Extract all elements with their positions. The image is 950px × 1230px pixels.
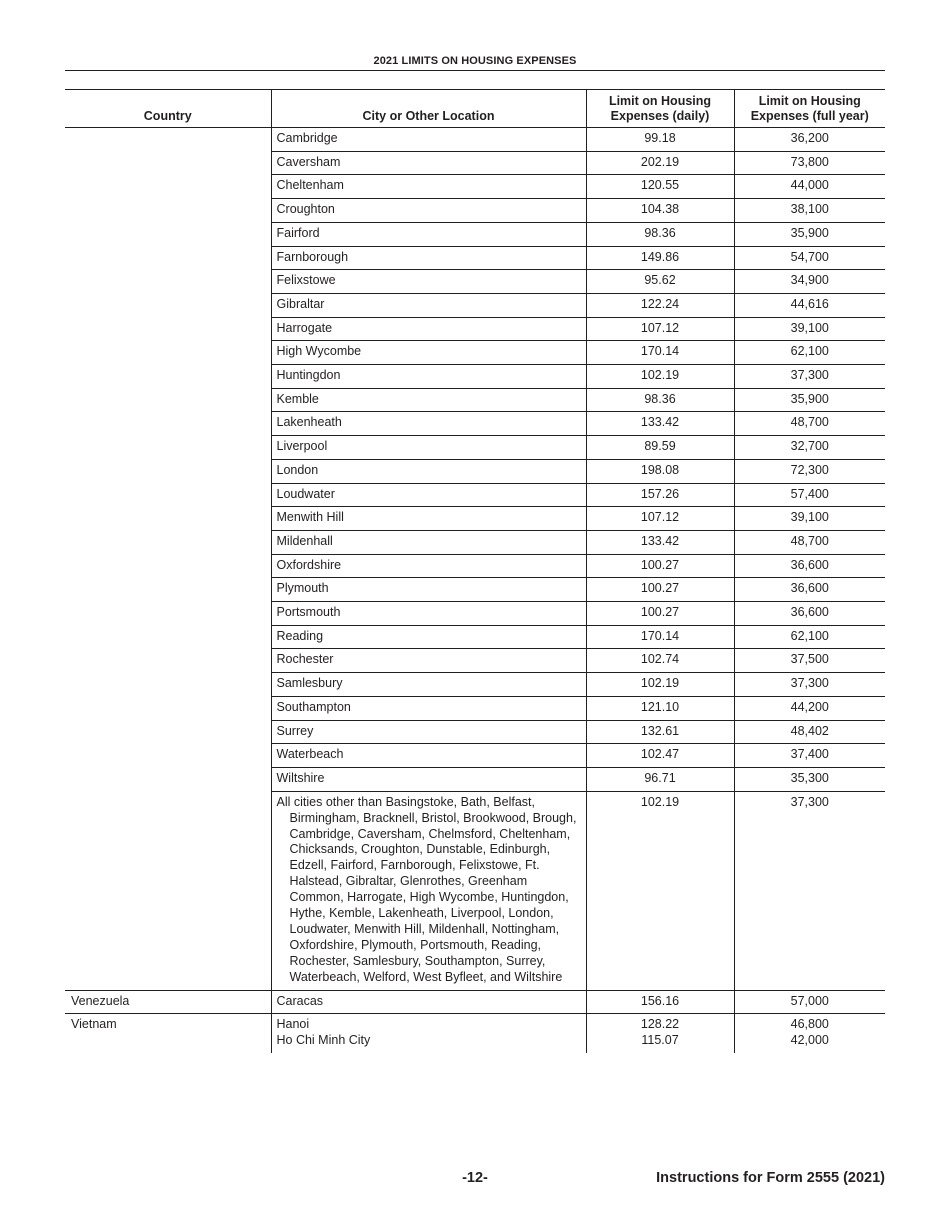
daily-cell: 102.74 [586,649,734,673]
country-cell [65,530,271,554]
city-cell: Wiltshire [271,767,586,791]
year-cell: 36,600 [734,602,885,626]
table-row [65,720,885,744]
country-cell: Vietnam [71,1017,117,1032]
city-cell: Huntingdon [271,365,586,389]
year-cell: 44,200 [734,696,885,720]
daily-cell: 100.27 [586,602,734,626]
daily-hanoi: 128.22 [640,1017,680,1032]
country-cell [65,412,271,436]
city-cell: Reading [271,625,586,649]
column-header-daily: Limit on Housing Expenses (daily) [586,90,734,128]
year-cell: 39,100 [734,507,885,531]
year-cell: 37,500 [734,649,885,673]
table-row [65,151,885,175]
year-cell: 39,100 [734,317,885,341]
country-cell [65,554,271,578]
daily-ho-chi-minh: 115.07 [641,1032,679,1047]
daily-cell: 102.19 [586,791,734,990]
daily-cell: 95.62 [586,270,734,294]
year-cell: 62,100 [734,625,885,649]
country-cell [65,696,271,720]
table-row [65,388,885,412]
table-header-row [65,90,885,128]
year-cell: 73,800 [734,151,885,175]
table-row [65,578,885,602]
country-cell [65,507,271,531]
table-row [65,696,885,720]
country-cell [65,270,271,294]
table-row [65,625,885,649]
year-cell: 44,616 [734,293,885,317]
table-row [65,175,885,199]
country-cell [65,767,271,791]
city-cell [271,791,586,990]
country-cell [65,720,271,744]
year-cell: 35,900 [734,388,885,412]
daily-cell: 100.27 [586,554,734,578]
country-cell [65,602,271,626]
city-cell: Samlesbury [271,673,586,697]
city-cell: Portsmouth [271,602,586,626]
daily-cell: 99.18 [586,128,734,152]
city-cell: Plymouth [271,578,586,602]
city-cell: Cheltenham [271,175,586,199]
country-cell [65,365,271,389]
uk-rows [65,128,885,792]
country-cell [65,388,271,412]
country-cell [65,625,271,649]
year-cell: 36,600 [734,554,885,578]
country-cell [65,128,271,152]
city-cell [271,1014,586,1053]
table-row [65,436,885,460]
year-cell: 48,402 [734,720,885,744]
table-row [65,649,885,673]
daily-cell: 170.14 [586,625,734,649]
city-ho-chi-minh: Ho Chi Minh City [276,1032,371,1047]
daily-cell: 98.36 [586,222,734,246]
table-row [65,128,885,152]
city-cell: Farnborough [271,246,586,270]
year-cell: 37,300 [734,791,885,990]
table-row-uk-other [65,791,885,990]
daily-cell: 89.59 [586,436,734,460]
city-cell: Lakenheath [271,412,586,436]
table-row [65,673,885,697]
city-cell: Kemble [271,388,586,412]
country-cell [65,317,271,341]
form-title-footer: Instructions for Form 2555 (2021) [656,1170,885,1186]
table-row [65,222,885,246]
year-cell [734,1014,885,1053]
city-cell: Caversham [271,151,586,175]
table-row [65,507,885,531]
country-cell [65,483,271,507]
country-cell [65,578,271,602]
country-cell [65,293,271,317]
year-cell: 57,000 [734,990,885,1014]
country-cell [65,246,271,270]
page-header-title: 2021 LIMITS ON HOUSING EXPENSES [373,55,577,67]
table-row [65,412,885,436]
daily-cell: 100.27 [586,578,734,602]
year-cell: 54,700 [734,246,885,270]
country-cell: Venezuela [65,990,271,1014]
table-row [65,199,885,223]
country-cell [65,199,271,223]
daily-cell: 102.19 [586,365,734,389]
daily-cell: 107.12 [586,317,734,341]
year-cell: 44,000 [734,175,885,199]
daily-cell: 102.19 [586,673,734,697]
daily-cell: 198.08 [586,459,734,483]
table-row [65,767,885,791]
daily-cell: 122.24 [586,293,734,317]
city-cell: Surrey [271,720,586,744]
city-cell: Menwith Hill [271,507,586,531]
year-cell: 48,700 [734,412,885,436]
table-row [65,459,885,483]
table-row [65,530,885,554]
city-cell: Oxfordshire [271,554,586,578]
daily-cell: 120.55 [586,175,734,199]
country-cell [65,175,271,199]
column-header-city: City or Other Location [271,90,586,128]
daily-cell: 121.10 [586,696,734,720]
city-cell: London [271,459,586,483]
daily-cell: 107.12 [586,507,734,531]
city-cell: High Wycombe [271,341,586,365]
daily-cell: 132.61 [586,720,734,744]
daily-cell: 102.47 [586,744,734,768]
year-cell: 37,300 [734,673,885,697]
city-cell: Croughton [271,199,586,223]
city-cell: Loudwater [271,483,586,507]
page-number: -12- [462,1170,488,1186]
table-row-vietnam [65,1014,885,1053]
country-cell [65,673,271,697]
column-header-year: Limit on Housing Expenses (full year) [734,90,885,128]
table-row [65,744,885,768]
year-cell: 62,100 [734,341,885,365]
year-cell: 35,900 [734,222,885,246]
year-cell: 37,300 [734,365,885,389]
table-row [65,602,885,626]
country-cell [65,151,271,175]
country-cell [65,649,271,673]
other-rows [65,791,885,1052]
country-cell [65,341,271,365]
daily-cell: 133.42 [586,530,734,554]
daily-cell: 149.86 [586,246,734,270]
city-cell: Liverpool [271,436,586,460]
table-row [65,365,885,389]
all-other-cities-text: All cities other than Basingstoke, Bath, Belfast, Birmingham, Bracknell, Bristol, Brookwood, Brough, Cambridge, Caversham, Chelmsford, Cheltenham, Chicksands, Croughton, Dunstable, Edinburgh, Edzell, Fairford, Farnborough, Felixstowe, Ft. Halstead, Gibraltar, Glenrothes, Greenham Common, Harrogate, High Wycombe, Huntingdon, Hythe, Kemble, Lakenheath, Liverpool, London, Loudwater, Menwith Hill, Mildenhall, Nottingham, Oxfordshire, Plymouth, Portsmouth, Reading, Rochester, Samlesbury, Southampton, Surrey, Waterbeach, Welford, West Byfleet, and Wiltshire [276,794,577,984]
table-row [65,246,885,270]
country-cell [65,222,271,246]
table-row [65,317,885,341]
daily-cell: 133.42 [586,412,734,436]
year-cell: 38,100 [734,199,885,223]
city-hanoi: Hanoi [276,1017,310,1032]
year-hanoi: 46,800 [790,1017,829,1032]
city-cell: Mildenhall [271,530,586,554]
table-row [65,341,885,365]
year-cell: 32,700 [734,436,885,460]
daily-cell [586,1014,734,1053]
country-cell [65,744,271,768]
year-cell: 35,300 [734,767,885,791]
city-cell: Waterbeach [271,744,586,768]
city-cell: Fairford [271,222,586,246]
year-cell: 72,300 [734,459,885,483]
city-cell: Southampton [271,696,586,720]
country-cell [65,436,271,460]
daily-cell: 104.38 [586,199,734,223]
daily-cell: 170.14 [586,341,734,365]
daily-cell: 202.19 [586,151,734,175]
city-cell: Cambridge [271,128,586,152]
table-row [65,293,885,317]
daily-cell: 96.71 [586,767,734,791]
table-row [65,483,885,507]
year-cell: 36,600 [734,578,885,602]
table-row [65,554,885,578]
city-cell: Rochester [271,649,586,673]
city-cell: Harrogate [271,317,586,341]
daily-cell: 156.16 [586,990,734,1014]
daily-cell: 157.26 [586,483,734,507]
country-cell [65,791,271,990]
housing-limits-table [65,89,885,1053]
city-cell: Gibraltar [271,293,586,317]
country-cell [65,459,271,483]
year-cell: 36,200 [734,128,885,152]
column-header-country: Country [65,90,271,128]
table-row-venezuela [65,990,885,1014]
year-cell: 48,700 [734,530,885,554]
table-row [65,270,885,294]
city-cell: Felixstowe [271,270,586,294]
year-cell: 34,900 [734,270,885,294]
year-cell: 57,400 [734,483,885,507]
city-cell: Caracas [271,990,586,1014]
daily-cell: 98.36 [586,388,734,412]
header-rule [65,70,885,71]
year-cell: 37,400 [734,744,885,768]
year-ho-chi-minh: 42,000 [790,1032,829,1047]
